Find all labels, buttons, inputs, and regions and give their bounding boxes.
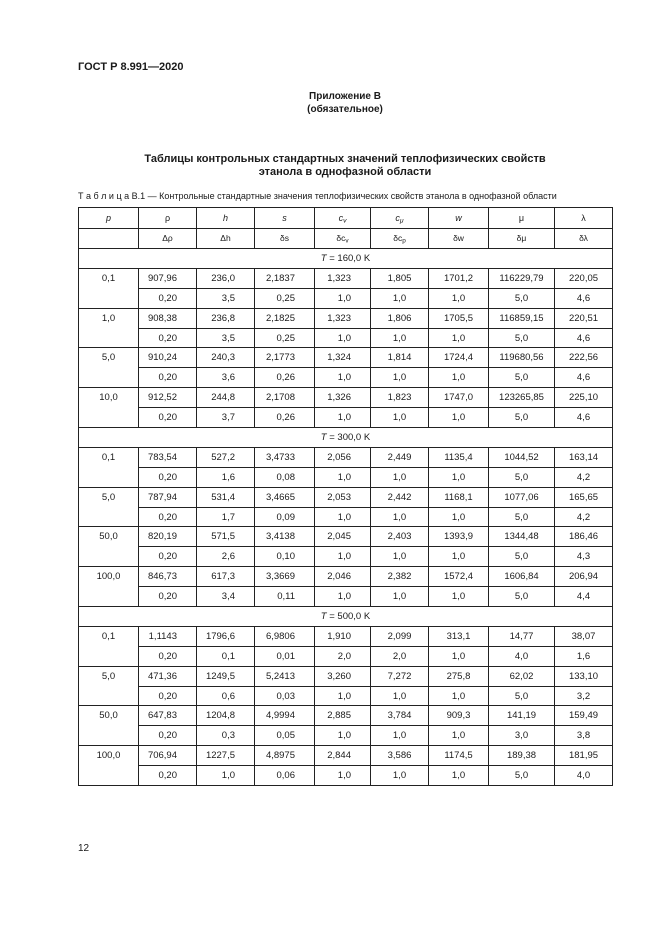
- cell-cp: 2,403: [371, 527, 429, 547]
- cell-uncertainty-enthalpy: 3,4: [197, 587, 255, 607]
- cell-uncertainty-cp: 1,0: [371, 766, 429, 786]
- cell-uncertainty-sound-speed: 1,0: [429, 467, 489, 487]
- cell-density: 846,73: [139, 567, 197, 587]
- cell-uncertainty-enthalpy: 1,6: [197, 467, 255, 487]
- cell-pressure: 100,0: [79, 746, 139, 786]
- table-caption: [78, 191, 557, 201]
- cell-uncertainty-entropy: 0,26: [255, 368, 315, 388]
- cell-uncertainty-conductivity: 4,6: [555, 368, 613, 388]
- cell-viscosity: 116859,15: [489, 308, 555, 328]
- cell-density: 706,94: [139, 746, 197, 766]
- cell-uncertainty-entropy: 0,11: [255, 587, 315, 607]
- cell-uncertainty-entropy: 0,26: [255, 408, 315, 428]
- cell-uncertainty-conductivity: 3,8: [555, 726, 613, 746]
- cell-sound-speed: 1393,9: [429, 527, 489, 547]
- cell-pressure: 0,1: [79, 268, 139, 308]
- symbol: λ: [581, 212, 586, 223]
- table-row-uncertainties: [79, 726, 613, 746]
- symbol: δc: [336, 233, 346, 243]
- cell-cv: 1,910: [315, 626, 371, 646]
- cell-uncertainty-conductivity: 3,2: [555, 686, 613, 706]
- cell-entropy: 4,9994: [255, 706, 315, 726]
- table-row-values: [79, 487, 613, 507]
- cell-cp: 2,099: [371, 626, 429, 646]
- cell-uncertainty-viscosity: 5,0: [489, 467, 555, 487]
- cell-uncertainty-cv: 2,0: [315, 646, 371, 666]
- table-row-uncertainties: [79, 686, 613, 706]
- cell-entropy: 4,8975: [255, 746, 315, 766]
- cell-uncertainty-viscosity: 5,0: [489, 368, 555, 388]
- cell-density: 910,24: [139, 348, 197, 368]
- cell-pressure: 0,1: [79, 447, 139, 487]
- cell-uncertainty-cv: 1,0: [315, 507, 371, 527]
- cell-viscosity: 1044,52: [489, 447, 555, 467]
- cell-uncertainty-entropy: 0,25: [255, 328, 315, 348]
- cell-conductivity: 225,10: [555, 388, 613, 408]
- cell-uncertainty-enthalpy: 1,0: [197, 766, 255, 786]
- cell-pressure: 100,0: [79, 567, 139, 607]
- cell-uncertainty-enthalpy: 0,6: [197, 686, 255, 706]
- header-cv: [315, 208, 371, 229]
- cell-pressure: 10,0: [79, 388, 139, 428]
- cell-uncertainty-viscosity: 5,0: [489, 686, 555, 706]
- cell-uncertainty-cp: 1,0: [371, 328, 429, 348]
- symbol-subscript: p: [402, 237, 406, 245]
- cell-uncertainty-cv: 1,0: [315, 766, 371, 786]
- cell-cp: 3,586: [371, 746, 429, 766]
- cell-uncertainty-density: 0,20: [139, 646, 197, 666]
- cell-enthalpy: 240,3: [197, 348, 255, 368]
- section-heading-line-1: Таблицы контрольных стандартных значений теплофизических свойств: [144, 153, 546, 165]
- cell-pressure: 50,0: [79, 527, 139, 567]
- symbol: p: [105, 212, 111, 223]
- symbol: δc: [393, 233, 403, 243]
- cell-uncertainty-cv: 1,0: [315, 408, 371, 428]
- cell-sound-speed: 1701,2: [429, 268, 489, 288]
- cell-uncertainty-viscosity: 5,0: [489, 547, 555, 567]
- symbol: δs: [280, 233, 289, 243]
- cell-viscosity: 62,02: [489, 666, 555, 686]
- cell-viscosity: 1606,84: [489, 567, 555, 587]
- cell-uncertainty-conductivity: 4,2: [555, 467, 613, 487]
- cell-viscosity: 1077,06: [489, 487, 555, 507]
- table-row-uncertainties: [79, 368, 613, 388]
- cell-uncertainty-cp: 1,0: [371, 726, 429, 746]
- table-row-uncertainties: [79, 328, 613, 348]
- cell-uncertainty-enthalpy: 0,1: [197, 646, 255, 666]
- cell-uncertainty-viscosity: 4,0: [489, 646, 555, 666]
- cell-enthalpy: 527,2: [197, 447, 255, 467]
- cell-conductivity: 206,94: [555, 567, 613, 587]
- cell-cv: 2,045: [315, 527, 371, 547]
- cell-sound-speed: 909,3: [429, 706, 489, 726]
- cell-cv: 2,056: [315, 447, 371, 467]
- cell-uncertainty-conductivity: 1,6: [555, 646, 613, 666]
- temperature-symbol: T: [320, 252, 327, 264]
- symbol: c: [395, 212, 400, 223]
- header-viscosity: [489, 208, 555, 229]
- cell-cp: 1,823: [371, 388, 429, 408]
- header-uncertainty-sound-speed: [429, 229, 489, 249]
- cell-entropy: 3,4665: [255, 487, 315, 507]
- cell-uncertainty-sound-speed: 1,0: [429, 507, 489, 527]
- cell-uncertainty-enthalpy: 3,7: [197, 408, 255, 428]
- header-row-quantities: [79, 208, 613, 229]
- cell-uncertainty-density: 0,20: [139, 726, 197, 746]
- table-row-values: [79, 626, 613, 646]
- cell-density: 787,94: [139, 487, 197, 507]
- cell-entropy: 5,2413: [255, 666, 315, 686]
- header-uncertainty-conductivity: [555, 229, 613, 249]
- cell-uncertainty-sound-speed: 1,0: [429, 646, 489, 666]
- cell-uncertainty-entropy: 0,10: [255, 547, 315, 567]
- cell-pressure: 1,0: [79, 308, 139, 348]
- header-conductivity: [555, 208, 613, 229]
- cell-conductivity: 165,65: [555, 487, 613, 507]
- cell-cv: 1,323: [315, 308, 371, 328]
- header-cp: [371, 208, 429, 229]
- cell-uncertainty-viscosity: 5,0: [489, 288, 555, 308]
- cell-cp: 3,784: [371, 706, 429, 726]
- cell-density: 471,36: [139, 666, 197, 686]
- table-row-uncertainties: [79, 547, 613, 567]
- cell-pressure: 5,0: [79, 348, 139, 388]
- symbol-subscript: v: [343, 217, 347, 225]
- cell-density: 647,83: [139, 706, 197, 726]
- cell-entropy: 2,1708: [255, 388, 315, 408]
- cell-sound-speed: 1168,1: [429, 487, 489, 507]
- cell-cp: 2,449: [371, 447, 429, 467]
- cell-enthalpy: 571,5: [197, 527, 255, 547]
- cell-conductivity: 220,05: [555, 268, 613, 288]
- cell-enthalpy: 1796,6: [197, 626, 255, 646]
- cell-cp: 1,806: [371, 308, 429, 328]
- cell-uncertainty-cv: 1,0: [315, 368, 371, 388]
- cell-uncertainty-cv: 1,0: [315, 686, 371, 706]
- cell-density: 912,52: [139, 388, 197, 408]
- cell-sound-speed: 1705,5: [429, 308, 489, 328]
- cell-sound-speed: 1135,4: [429, 447, 489, 467]
- cell-sound-speed: 1174,5: [429, 746, 489, 766]
- cell-enthalpy: 244,8: [197, 388, 255, 408]
- temperature-symbol: T: [320, 431, 327, 443]
- cell-entropy: 2,1837: [255, 268, 315, 288]
- cell-pressure: 50,0: [79, 706, 139, 746]
- header-uncertainty-density: [139, 229, 197, 249]
- cell-uncertainty-density: 0,20: [139, 408, 197, 428]
- symbol: Δh: [220, 233, 231, 243]
- cell-cv: 2,053: [315, 487, 371, 507]
- cell-uncertainty-conductivity: 4,6: [555, 408, 613, 428]
- cell-uncertainty-sound-speed: 1,0: [429, 547, 489, 567]
- header-uncertainty-enthalpy: [197, 229, 255, 249]
- cell-uncertainty-enthalpy: 3,5: [197, 328, 255, 348]
- cell-cv: 3,260: [315, 666, 371, 686]
- cell-uncertainty-enthalpy: 1,7: [197, 507, 255, 527]
- cell-uncertainty-viscosity: 3,0: [489, 726, 555, 746]
- cell-conductivity: 181,95: [555, 746, 613, 766]
- symbol: δw: [453, 233, 464, 243]
- cell-conductivity: 133,10: [555, 666, 613, 686]
- cell-uncertainty-conductivity: 4,3: [555, 547, 613, 567]
- cell-uncertainty-density: 0,20: [139, 467, 197, 487]
- table-row-values: [79, 447, 613, 467]
- cell-uncertainty-viscosity: 5,0: [489, 328, 555, 348]
- section-row: [79, 607, 613, 627]
- cell-cv: 2,046: [315, 567, 371, 587]
- cell-uncertainty-entropy: 0,06: [255, 766, 315, 786]
- cell-entropy: 3,3669: [255, 567, 315, 587]
- temperature-symbol: T: [320, 610, 327, 622]
- cell-uncertainty-sound-speed: 1,0: [429, 288, 489, 308]
- symbol: Δρ: [162, 233, 173, 243]
- header-uncertainty-cv: [315, 229, 371, 249]
- cell-entropy: 3,4138: [255, 527, 315, 547]
- symbol: c: [338, 212, 344, 223]
- cell-viscosity: 116229,79: [489, 268, 555, 288]
- cell-uncertainty-density: 0,20: [139, 766, 197, 786]
- cell-pressure: 5,0: [79, 666, 139, 706]
- table-row-uncertainties: [79, 408, 613, 428]
- cell-uncertainty-viscosity: 5,0: [489, 408, 555, 428]
- cell-pressure: 0,1: [79, 626, 139, 666]
- temperature-value: = 500,0 K: [326, 610, 371, 622]
- cell-cv: 1,324: [315, 348, 371, 368]
- table-caption-label: Т а б л и ц а В.1: [78, 191, 146, 201]
- cell-cp: 1,814: [371, 348, 429, 368]
- section-temperature: [79, 428, 613, 448]
- cell-uncertainty-sound-speed: 1,0: [429, 587, 489, 607]
- cell-viscosity: 119680,56: [489, 348, 555, 368]
- cell-uncertainty-density: 0,20: [139, 587, 197, 607]
- cell-uncertainty-conductivity: 4,6: [555, 328, 613, 348]
- symbol: w: [455, 212, 462, 223]
- cell-cv: 1,326: [315, 388, 371, 408]
- cell-uncertainty-entropy: 0,03: [255, 686, 315, 706]
- cell-uncertainty-sound-speed: 1,0: [429, 368, 489, 388]
- section-row: [79, 249, 613, 269]
- cell-uncertainty-entropy: 0,05: [255, 726, 315, 746]
- header-uncertainty-viscosity: [489, 229, 555, 249]
- section-temperature: [79, 607, 613, 627]
- header-row-uncertainties: [79, 229, 613, 249]
- cell-enthalpy: 236,0: [197, 268, 255, 288]
- cell-uncertainty-cv: 1,0: [315, 467, 371, 487]
- table-row-values: [79, 308, 613, 328]
- cell-pressure: 5,0: [79, 487, 139, 527]
- cell-conductivity: 38,07: [555, 626, 613, 646]
- cell-uncertainty-cv: 1,0: [315, 726, 371, 746]
- cell-conductivity: 222,56: [555, 348, 613, 368]
- cell-uncertainty-sound-speed: 1,0: [429, 686, 489, 706]
- cell-cv: 2,885: [315, 706, 371, 726]
- cell-uncertainty-cp: 2,0: [371, 646, 429, 666]
- cell-viscosity: 141,19: [489, 706, 555, 726]
- header-pressure: [79, 208, 139, 229]
- cell-viscosity: 189,38: [489, 746, 555, 766]
- header-sound-speed: [429, 208, 489, 229]
- cell-uncertainty-enthalpy: 2,6: [197, 547, 255, 567]
- section-heading-line-2: этанола в однофазной области: [258, 166, 432, 178]
- cell-cp: 7,272: [371, 666, 429, 686]
- table-row-values: [79, 567, 613, 587]
- page-number: 12: [78, 843, 90, 854]
- cell-uncertainty-cv: 1,0: [315, 288, 371, 308]
- cell-uncertainty-cp: 1,0: [371, 408, 429, 428]
- header-density: [139, 208, 197, 229]
- cell-uncertainty-entropy: 0,09: [255, 507, 315, 527]
- cell-uncertainty-cp: 1,0: [371, 507, 429, 527]
- cell-uncertainty-density: 0,20: [139, 686, 197, 706]
- cell-sound-speed: 1724,4: [429, 348, 489, 368]
- cell-uncertainty-sound-speed: 1,0: [429, 766, 489, 786]
- cell-entropy: 6,9806: [255, 626, 315, 646]
- table-row-values: [79, 388, 613, 408]
- table-row-values: [79, 666, 613, 686]
- header-enthalpy: [197, 208, 255, 229]
- table-row-values: [79, 348, 613, 368]
- cell-uncertainty-enthalpy: 0,3: [197, 726, 255, 746]
- table-caption-text: — Контрольные стандартные значения теплофизических свойств этанола в однофазной области: [145, 191, 557, 201]
- symbol: s: [282, 212, 287, 223]
- temperature-value: = 300,0 K: [326, 431, 371, 443]
- cell-sound-speed: 313,1: [429, 626, 489, 646]
- cell-uncertainty-sound-speed: 1,0: [429, 726, 489, 746]
- cell-enthalpy: 1249,5: [197, 666, 255, 686]
- cell-sound-speed: 1747,0: [429, 388, 489, 408]
- cell-uncertainty-cv: 1,0: [315, 547, 371, 567]
- symbol: δλ: [579, 233, 588, 243]
- cell-uncertainty-viscosity: 5,0: [489, 587, 555, 607]
- standard-code: ГОСТ Р 8.991—2020: [78, 61, 184, 73]
- cell-cv: 1,323: [315, 268, 371, 288]
- cell-uncertainty-cp: 1,0: [371, 368, 429, 388]
- cell-entropy: 2,1773: [255, 348, 315, 368]
- cell-viscosity: 14,77: [489, 626, 555, 646]
- cell-uncertainty-entropy: 0,08: [255, 467, 315, 487]
- header-uncertainty-entropy: [255, 229, 315, 249]
- table-row-uncertainties: [79, 507, 613, 527]
- symbol: μ: [518, 212, 525, 223]
- table-row-values: [79, 706, 613, 726]
- cell-uncertainty-cp: 1,0: [371, 587, 429, 607]
- table-row-values: [79, 268, 613, 288]
- cell-density: 908,38: [139, 308, 197, 328]
- temperature-value: = 160,0 K: [326, 252, 371, 264]
- cell-enthalpy: 236,8: [197, 308, 255, 328]
- cell-cp: 2,442: [371, 487, 429, 507]
- symbol: ρ: [164, 212, 171, 223]
- cell-sound-speed: 1572,4: [429, 567, 489, 587]
- cell-cp: 2,382: [371, 567, 429, 587]
- cell-uncertainty-density: 0,20: [139, 368, 197, 388]
- properties-table: [78, 207, 613, 786]
- cell-cv: 2,844: [315, 746, 371, 766]
- cell-uncertainty-cp: 1,0: [371, 547, 429, 567]
- cell-entropy: 3,4733: [255, 447, 315, 467]
- symbol: δμ: [516, 233, 527, 243]
- table-row-uncertainties: [79, 587, 613, 607]
- table-row-uncertainties: [79, 288, 613, 308]
- section-row: [79, 428, 613, 448]
- cell-viscosity: 1344,48: [489, 527, 555, 547]
- header-entropy: [255, 208, 315, 229]
- cell-enthalpy: 1227,5: [197, 746, 255, 766]
- cell-entropy: 2,1825: [255, 308, 315, 328]
- table-row-values: [79, 746, 613, 766]
- cell-conductivity: 186,46: [555, 527, 613, 547]
- cell-uncertainty-cp: 1,0: [371, 288, 429, 308]
- cell-uncertainty-density: 0,20: [139, 288, 197, 308]
- symbol-subscript: v: [345, 237, 349, 245]
- cell-density: 1,1143: [139, 626, 197, 646]
- cell-density: 783,54: [139, 447, 197, 467]
- table-row-values: [79, 527, 613, 547]
- header-uncertainty-pressure: [79, 229, 139, 249]
- cell-uncertainty-entropy: 0,25: [255, 288, 315, 308]
- section-temperature: [79, 249, 613, 269]
- cell-conductivity: 220,51: [555, 308, 613, 328]
- symbol-subscript: μ: [399, 217, 404, 225]
- cell-enthalpy: 531,4: [197, 487, 255, 507]
- cell-uncertainty-conductivity: 4,2: [555, 507, 613, 527]
- cell-uncertainty-density: 0,20: [139, 547, 197, 567]
- header-uncertainty-cp: [371, 229, 429, 249]
- table-row-uncertainties: [79, 646, 613, 666]
- cell-density: 820,19: [139, 527, 197, 547]
- cell-sound-speed: 275,8: [429, 666, 489, 686]
- cell-uncertainty-cv: 1,0: [315, 328, 371, 348]
- cell-uncertainty-conductivity: 4,4: [555, 587, 613, 607]
- cell-conductivity: 163,14: [555, 447, 613, 467]
- cell-uncertainty-density: 0,20: [139, 328, 197, 348]
- cell-uncertainty-entropy: 0,01: [255, 646, 315, 666]
- cell-uncertainty-conductivity: 4,0: [555, 766, 613, 786]
- cell-enthalpy: 1204,8: [197, 706, 255, 726]
- table-row-uncertainties: [79, 766, 613, 786]
- cell-uncertainty-conductivity: 4,6: [555, 288, 613, 308]
- cell-uncertainty-cp: 1,0: [371, 686, 429, 706]
- cell-uncertainty-viscosity: 5,0: [489, 766, 555, 786]
- appendix-title: Приложение В: [309, 91, 381, 102]
- cell-uncertainty-cv: 1,0: [315, 587, 371, 607]
- cell-uncertainty-sound-speed: 1,0: [429, 408, 489, 428]
- cell-cp: 1,805: [371, 268, 429, 288]
- cell-uncertainty-viscosity: 5,0: [489, 507, 555, 527]
- symbol: h: [222, 212, 228, 223]
- cell-conductivity: 159,49: [555, 706, 613, 726]
- cell-uncertainty-cp: 1,0: [371, 467, 429, 487]
- cell-uncertainty-enthalpy: 3,6: [197, 368, 255, 388]
- table-row-uncertainties: [79, 467, 613, 487]
- cell-density: 907,96: [139, 268, 197, 288]
- appendix-status: (обязательное): [307, 104, 383, 115]
- cell-uncertainty-enthalpy: 3,5: [197, 288, 255, 308]
- cell-uncertainty-density: 0,20: [139, 507, 197, 527]
- cell-enthalpy: 617,3: [197, 567, 255, 587]
- cell-viscosity: 123265,85: [489, 388, 555, 408]
- cell-uncertainty-sound-speed: 1,0: [429, 328, 489, 348]
